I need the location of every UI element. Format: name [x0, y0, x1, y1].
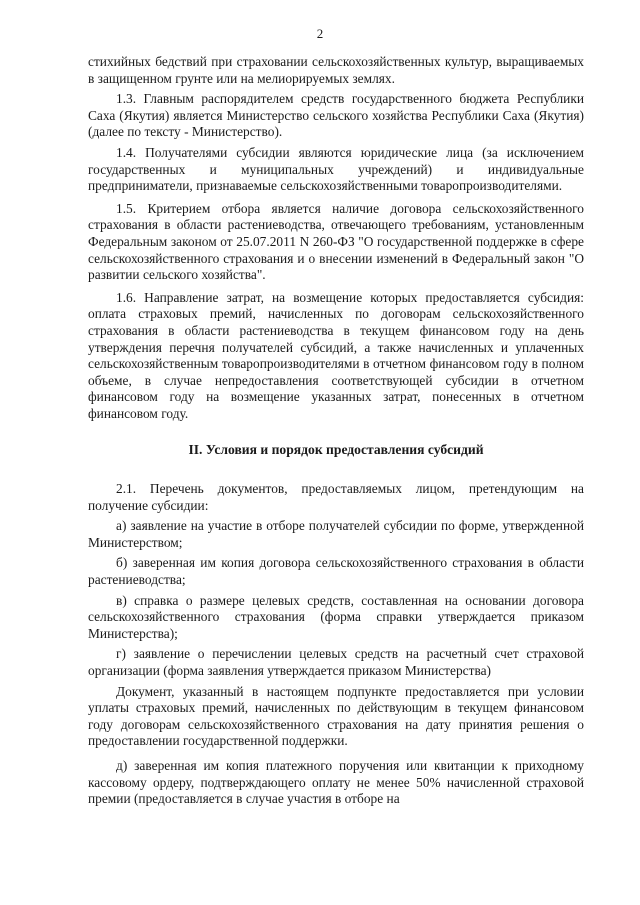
list-item-b: б) заверенная им копия договора сельскохозяйственного страхования в области растениеводства; [88, 555, 584, 588]
paragraph-1-4: 1.4. Получателями субсидии являются юридические лица (за исключением государственных и муниципальных учреждений) и индивидуальные предприниматели, признаваемые сельскохозяйственными товаропроизводителями. [88, 144, 584, 194]
paragraph-1-5: 1.5. Критерием отбора является наличие договора сельскохозяйственного страхования в области растениеводства, отвечающего требованиям, установленным Федеральным законом от 25.07.2011 N 260-ФЗ "О государственной поддержке в сфере сельскохозяйственного страхования и о внесении изменений в Федеральный закон "О развитии сельского хозяйства". [88, 200, 584, 283]
paragraph-continuation: стихийных бедствий при страховании сельскохозяйственных культур, выращиваемых в защищенном грунте или на мелиорируемых землях. [88, 54, 584, 86]
document-body [88, 54, 584, 808]
list-item-g: г) заявление о перечислении целевых средств на расчетный счет страховой организации (форма заявления утверждается приказом Министерства) [88, 646, 584, 678]
list-item-d: д) заверенная им копия платежного поручения или квитанции к приходному кассовому ордеру, подтверждающего оплату не менее 50% начисленной страховой премии (предоставляется в случае участия в отборе на [88, 757, 584, 807]
paragraph-1-3: 1.3. Главным распорядителем средств государственного бюджета Республики Саха (Якутия) является Министерство сельского хозяйства Республики Саха (Якутия) (далее по тексту - Министерство). [88, 91, 584, 140]
paragraph-2-1: 2.1. Перечень документов, предоставляемых лицом, претендующим на получение субсидии: [88, 481, 584, 513]
paragraph-1-6: 1.6. Направление затрат, на возмещение которых предоставляется субсидия: оплата страховых премий, начисленных по договорам сельскохозяйственного страхования в области растениеводства в текущем финансовом году на день утверждения перечня получателей субсидий, а также начисленных и уплаченных сельскохозяйственным товаропроизводителями в отчетном финансовом году в полном объеме, в случае непредоставления соответствующей субсидии в отчетном финансовом году на возмещение указанных затрат, понесенных в отчетном финансовом году. [88, 289, 584, 421]
section-heading: II. Условия и порядок предоставления субсидий [188, 442, 484, 458]
paragraph-document-note: Документ, указанный в настоящем подпункте предоставляется при условии уплаты страховых премий, начисленных по действующим в текущем финансовом году договорам сельскохозяйственного страхования на дату принятия решения о предоставлении государственной поддержки. [88, 683, 584, 749]
page-number: 2 [316, 26, 324, 41]
list-item-a: а) заявление на участие в отборе получателей субсидии по форме, утвержденной Министерством; [88, 518, 584, 550]
list-item-v: в) справка о размере целевых средств, составленная на основании договора сельскохозяйственного страхования (форма справки утверждается приказом Министерства); [88, 592, 584, 641]
